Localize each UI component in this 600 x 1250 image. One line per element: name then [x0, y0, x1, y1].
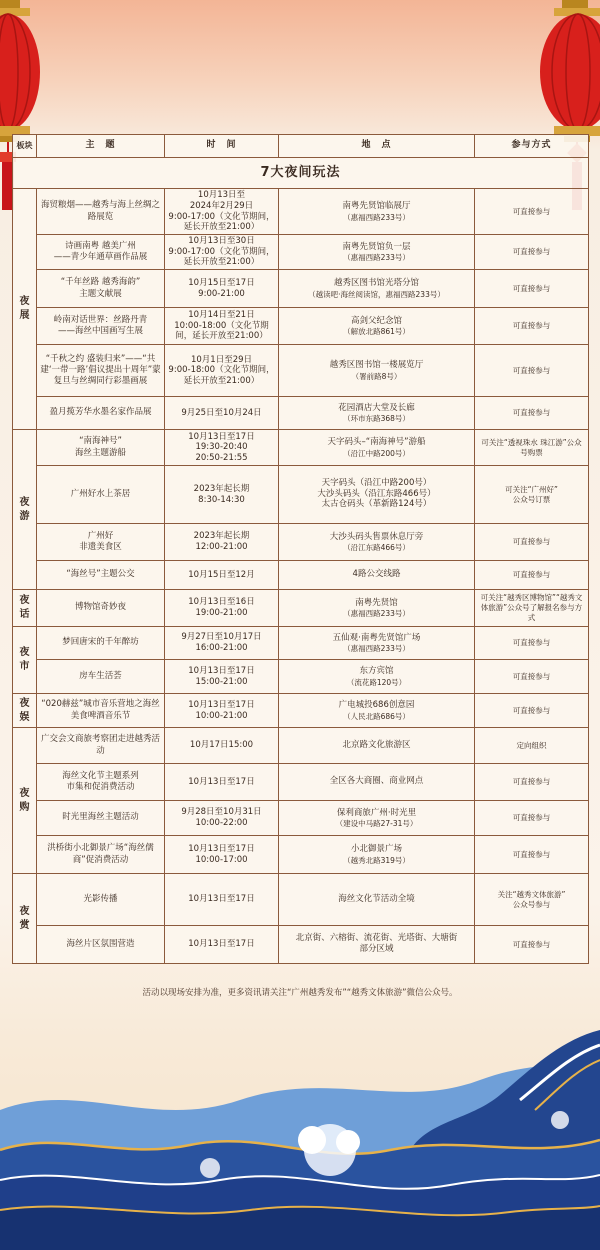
- footer-note: 活动以现场安排为准，更多资讯请关注“广州越秀发布”“越秀文体旅游”微信公众号。: [142, 988, 458, 998]
- theme-cell: 诗画南粤 越美广州 ——青少年通草画作品展: [37, 235, 165, 270]
- location-cell: 4路公交线路: [279, 561, 475, 590]
- participation-cell: 可直接参与: [475, 764, 589, 801]
- table-row: [13, 466, 589, 524]
- participation-cell: 可直接参与: [475, 235, 589, 270]
- participation-cell: 可直接参与: [475, 524, 589, 561]
- time-cell: 10月13日至17日: [165, 874, 279, 926]
- participation-cell: 可直接参与: [475, 561, 589, 590]
- participation-cell: 可直接参与: [475, 660, 589, 694]
- location-cell: 天字码头（沿江中路200号） 大沙头码头（沿江东路466号） 太古仓码头（革新路124号）: [279, 466, 475, 524]
- header-location: 地 点: [279, 135, 475, 158]
- time-cell: 10月13日至30日 9:00-17:00（文化节期间，延长开放至21:00）: [165, 235, 279, 270]
- time-cell: 2023年起长期 8:30-14:30: [165, 466, 279, 524]
- time-cell: 10月14日至21日 10:00-18:00（文化节期间，延长开放至21:00）: [165, 308, 279, 345]
- participation-cell: 可直接参与: [475, 189, 589, 235]
- participation-cell: 可直接参与: [475, 308, 589, 345]
- table-row: [13, 590, 589, 627]
- theme-cell: 海丝片区氛围营造: [37, 926, 165, 964]
- theme-cell: “千秋之约 盛装归来”——“共建‘一带一路’倡议提出十周年”蒙复旦与丝绸同行彩墨画展: [37, 345, 165, 397]
- time-cell: 9月25日至10月24日: [165, 397, 279, 430]
- location-cell: 东方宾馆 （流花路120号）: [279, 660, 475, 694]
- table-row: [13, 926, 589, 964]
- location-cell: 高剑父纪念馆 （解放北路861号）: [279, 308, 475, 345]
- location-cell: 保利商旅广州·时光里 （建设中马路27-31号）: [279, 801, 475, 836]
- header-participation: 参与方式: [475, 135, 589, 158]
- participation-cell: 关注“越秀文体旅游” 公众号参与: [475, 874, 589, 926]
- participation-cell: 可直接参与: [475, 836, 589, 874]
- participation-cell: 可关注“透视珠水 珠江游”公众号购票: [475, 430, 589, 466]
- location-cell: 北京街、六榕街、流花街、光塔街、大塘街 部分区域: [279, 926, 475, 964]
- time-cell: 10月13日至17日: [165, 764, 279, 801]
- table-row: [13, 694, 589, 728]
- participation-cell: 可关注“越秀区博物馆”“越秀文体旅游”公众号了解报名参与方式: [475, 590, 589, 627]
- category-exhibition: 夜 展: [13, 189, 37, 430]
- waves-decoration-icon: [0, 1000, 600, 1250]
- theme-cell: 海贸粮烟——越秀与海上丝绸之路展览: [37, 189, 165, 235]
- location-cell: 天字码头–“南海神号”游船 （沿江中路200号）: [279, 430, 475, 466]
- theme-cell: 岭南对话世界：丝路丹青 ——海丝中国画写生展: [37, 308, 165, 345]
- participation-cell: 定向组织: [475, 728, 589, 764]
- theme-cell: 洪桥街小北御景广场“海丝儒商”促消费活动: [37, 836, 165, 874]
- theme-cell: “020赫兹”城市音乐营地之海丝美食啤酒音乐节: [37, 694, 165, 728]
- theme-cell: “海丝号”主题公交: [37, 561, 165, 590]
- category-tour: 夜 游: [13, 430, 37, 590]
- location-cell: 大沙头码头售票休息厅旁 （沿江东路466号）: [279, 524, 475, 561]
- theme-cell: 盈月揽芳华水墨名家作品展: [37, 397, 165, 430]
- participation-cell: 可直接参与: [475, 397, 589, 430]
- table-row: [13, 561, 589, 590]
- location-cell: 全区各大商圈、商业网点: [279, 764, 475, 801]
- table-row: [13, 345, 589, 397]
- participation-cell: 可直接参与: [475, 345, 589, 397]
- time-cell: 10月13日至17日: [165, 926, 279, 964]
- category-shopping: 夜 购: [13, 728, 37, 874]
- theme-cell: 房车生活荟: [37, 660, 165, 694]
- theme-cell: 时光里海丝主题活动: [37, 801, 165, 836]
- table-row: [13, 660, 589, 694]
- table-row: [13, 189, 589, 235]
- section-title-row: [13, 158, 589, 189]
- time-cell: 10月13日至17日 10:00-21:00: [165, 694, 279, 728]
- category-talk: 夜 话: [13, 590, 37, 627]
- time-cell: 9月28日至10月31日 10:00-22:00: [165, 801, 279, 836]
- time-cell: 10月15日至17日 9:00-21:00: [165, 270, 279, 308]
- participation-cell: 可关注“广州好” 公众号订票: [475, 466, 589, 524]
- table-header-row: [13, 135, 589, 158]
- theme-cell: 博物馆奇妙夜: [37, 590, 165, 627]
- category-appreciation: 夜 赏: [13, 874, 37, 964]
- theme-cell: 海丝文化节主题系列 市集和促消费活动: [37, 764, 165, 801]
- table-row: [13, 524, 589, 561]
- time-cell: 10月13日至16日 19:00-21:00: [165, 590, 279, 627]
- location-cell: 越秀区图书馆一楼展览厅 （署前路8号）: [279, 345, 475, 397]
- time-cell: 9月27日至10月17日 16:00-21:00: [165, 627, 279, 660]
- location-cell: 花园酒店大堂及长廊 （环市东路368号）: [279, 397, 475, 430]
- location-cell: 海丝文化节活动全境: [279, 874, 475, 926]
- location-cell: 南粤先贤馆 （惠福西路233号）: [279, 590, 475, 627]
- participation-cell: 可直接参与: [475, 270, 589, 308]
- time-cell: 2023年起长期 12:00-21:00: [165, 524, 279, 561]
- theme-cell: 广州好 非遗美食区: [37, 524, 165, 561]
- participation-cell: 可直接参与: [475, 926, 589, 964]
- theme-cell: 梦回唐宋的千年醉坊: [37, 627, 165, 660]
- table-row: [13, 836, 589, 874]
- table-row: [13, 728, 589, 764]
- theme-cell: “千年丝路 越秀海韵” 主题文献展: [37, 270, 165, 308]
- theme-cell: 广交会文商旅考察团走进越秀活动: [37, 728, 165, 764]
- activity-table: [12, 134, 589, 964]
- table-row: [13, 801, 589, 836]
- time-cell: 10月13日至17日 19:30-20:40 20:50-21:55: [165, 430, 279, 466]
- theme-cell: “南海神号” 海丝主题游船: [37, 430, 165, 466]
- time-cell: 10月1日至29日 9:00-18:00（文化节期间，延长开放至21:00）: [165, 345, 279, 397]
- time-cell: 10月15日至12月: [165, 561, 279, 590]
- location-cell: 小北御景广场 （越秀北路319号）: [279, 836, 475, 874]
- participation-cell: 可直接参与: [475, 694, 589, 728]
- table-row: [13, 270, 589, 308]
- location-cell: 广电城投686创意园 （人民北路686号）: [279, 694, 475, 728]
- location-cell: 北京路文化旅游区: [279, 728, 475, 764]
- participation-cell: 可直接参与: [475, 801, 589, 836]
- time-cell: 10月13日至17日 15:00-21:00: [165, 660, 279, 694]
- location-cell: 南粤先贤馆临展厅 （惠福西路233号）: [279, 189, 475, 235]
- table-row: [13, 397, 589, 430]
- time-cell: 10月13日至17日 10:00-17:00: [165, 836, 279, 874]
- category-entertainment: 夜 娱: [13, 694, 37, 728]
- table-row: [13, 764, 589, 801]
- activity-table-wrapper: [12, 134, 588, 964]
- time-cell: 10月13日至 2024年2月29日 9:00-17:00（文化节期间，延长开放至21:00）: [165, 189, 279, 235]
- location-cell: 越秀区图书馆光塔分馆 （越读吧·海丝阅读馆，惠福西路233号）: [279, 270, 475, 308]
- location-cell: 五仙观·南粤先贤馆广场 （惠福西路233号）: [279, 627, 475, 660]
- table-row: [13, 627, 589, 660]
- theme-cell: 广州好水上茶居: [37, 466, 165, 524]
- header-block: 板块: [13, 135, 37, 158]
- category-market: 夜 市: [13, 627, 37, 694]
- time-cell: 10月17日15:00: [165, 728, 279, 764]
- theme-cell: 光影传播: [37, 874, 165, 926]
- section-title: 7大夜间玩法: [13, 158, 589, 189]
- table-row: [13, 308, 589, 345]
- location-cell: 南粤先贤馆负一层 （惠福西路233号）: [279, 235, 475, 270]
- header-time: 时 间: [165, 135, 279, 158]
- table-row: [13, 874, 589, 926]
- table-row: [13, 430, 589, 466]
- participation-cell: 可直接参与: [475, 627, 589, 660]
- table-row: [13, 235, 589, 270]
- header-theme: 主 题: [37, 135, 165, 158]
